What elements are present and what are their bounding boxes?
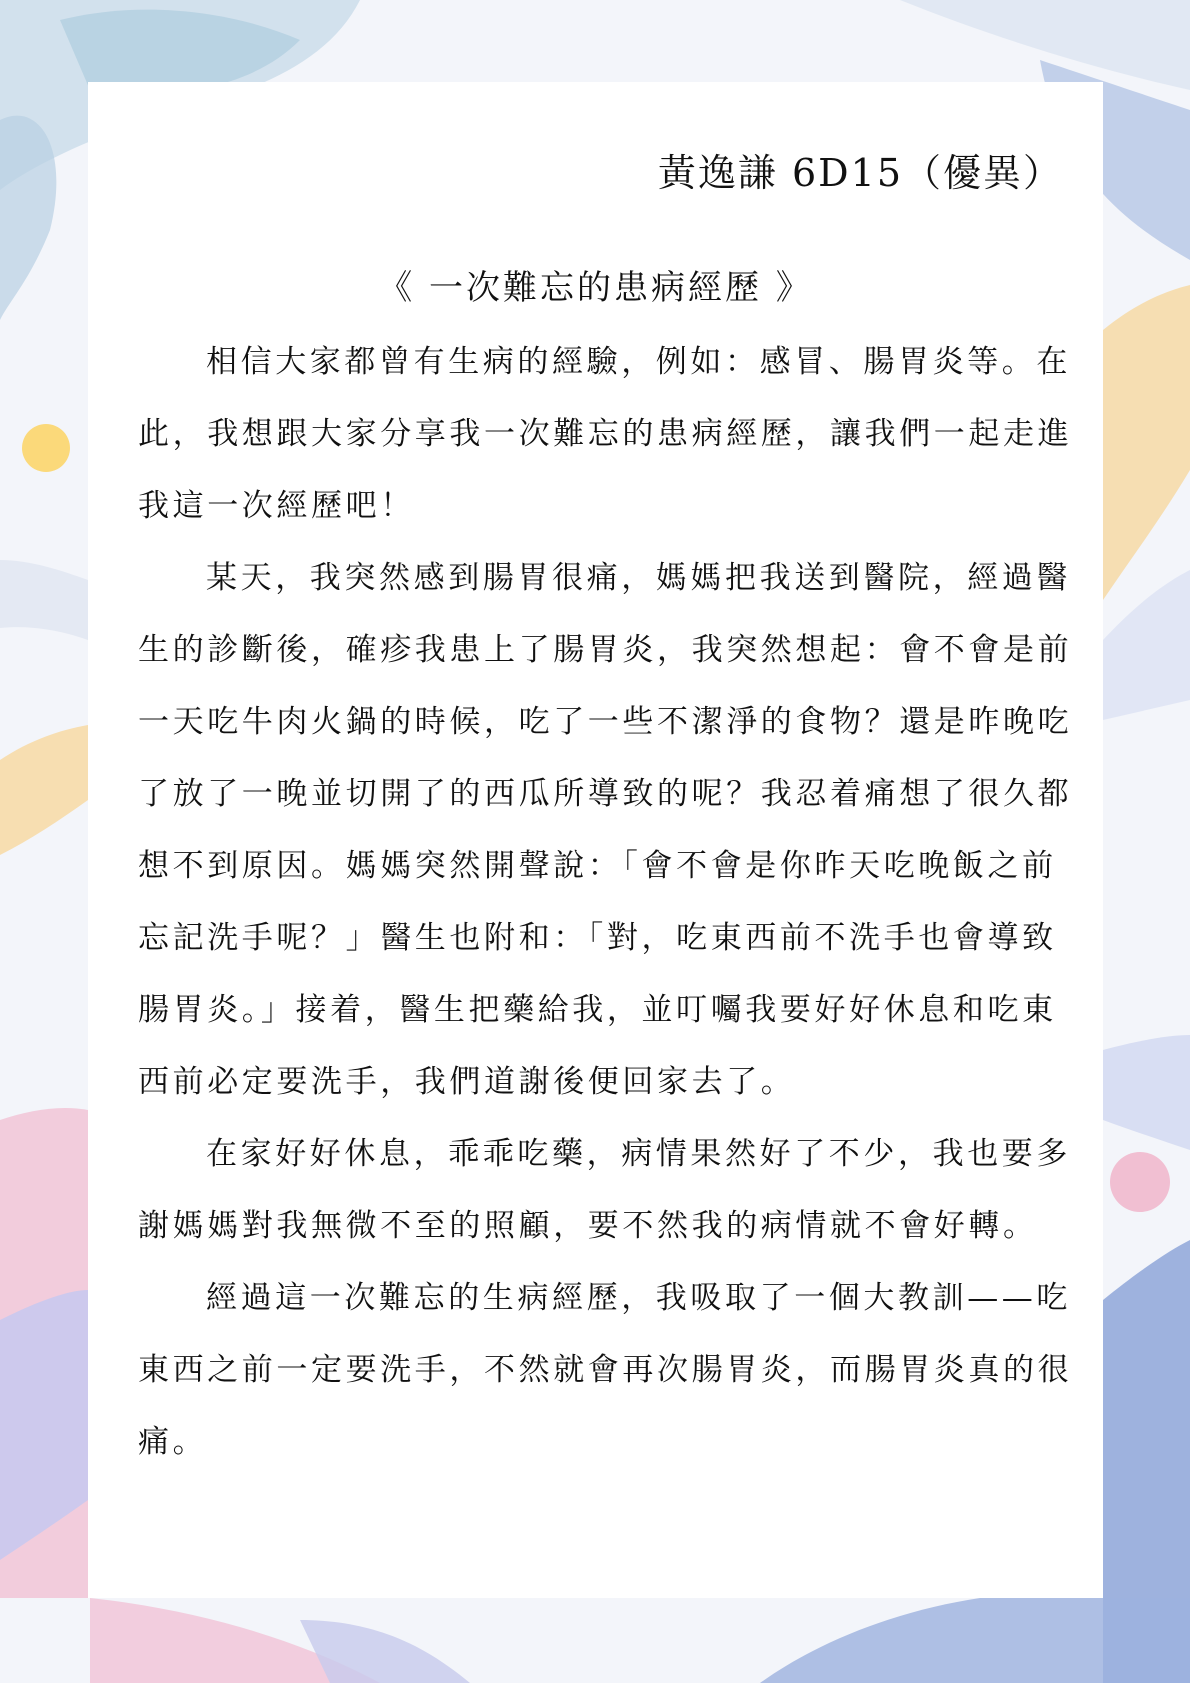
essay-title: 《 一次難忘的患病經歷 》 [378, 268, 813, 308]
paragraph: 在家好好休息，乖乖吃藥，病情果然好了不少，我也要多謝媽媽對我無微不至的照顧，要不然我的病情就不會好轉。 [138, 1136, 1071, 1244]
essay-body [138, 326, 1078, 1478]
paragraph: 某天，我突然感到腸胃很痛，媽媽把我送到醫院，經過醫生的診斷後，確疹我患上了腸胃炎，我突然想起：會不會是前一天吃牛肉火鍋的時候，吃了一些不潔淨的食物？還是昨晚吃了放了一晚並切開了的西瓜所導致的呢？我忍着痛想了很久都想不到原因。媽媽突然開聲說：「會不會是你昨天吃晚飯之前忘記洗手呢？」醫生也附和：「對，吃東西前不洗手也會導致腸胃炎。」接着，醫生把藥給我，並叮囑我要好好休息和吃東西前必定要洗手，我們道謝後便回家去了。 [138, 560, 1073, 1100]
document-page [88, 82, 1103, 1598]
paragraph: 經過這一次難忘的生病經歷，我吸取了一個大教訓——吃東西之前一定要洗手，不然就會再次腸胃炎，而腸胃炎真的很痛。 [138, 1280, 1073, 1460]
author-line: 黃逸謙 6D15（優異） [657, 151, 1063, 195]
paragraph: 相信大家都曾有生病的經驗，例如：感冒、腸胃炎等。在此，我想跟大家分享我一次難忘的患病經歷，讓我們一起走進我這一次經歷吧！ [138, 344, 1073, 524]
